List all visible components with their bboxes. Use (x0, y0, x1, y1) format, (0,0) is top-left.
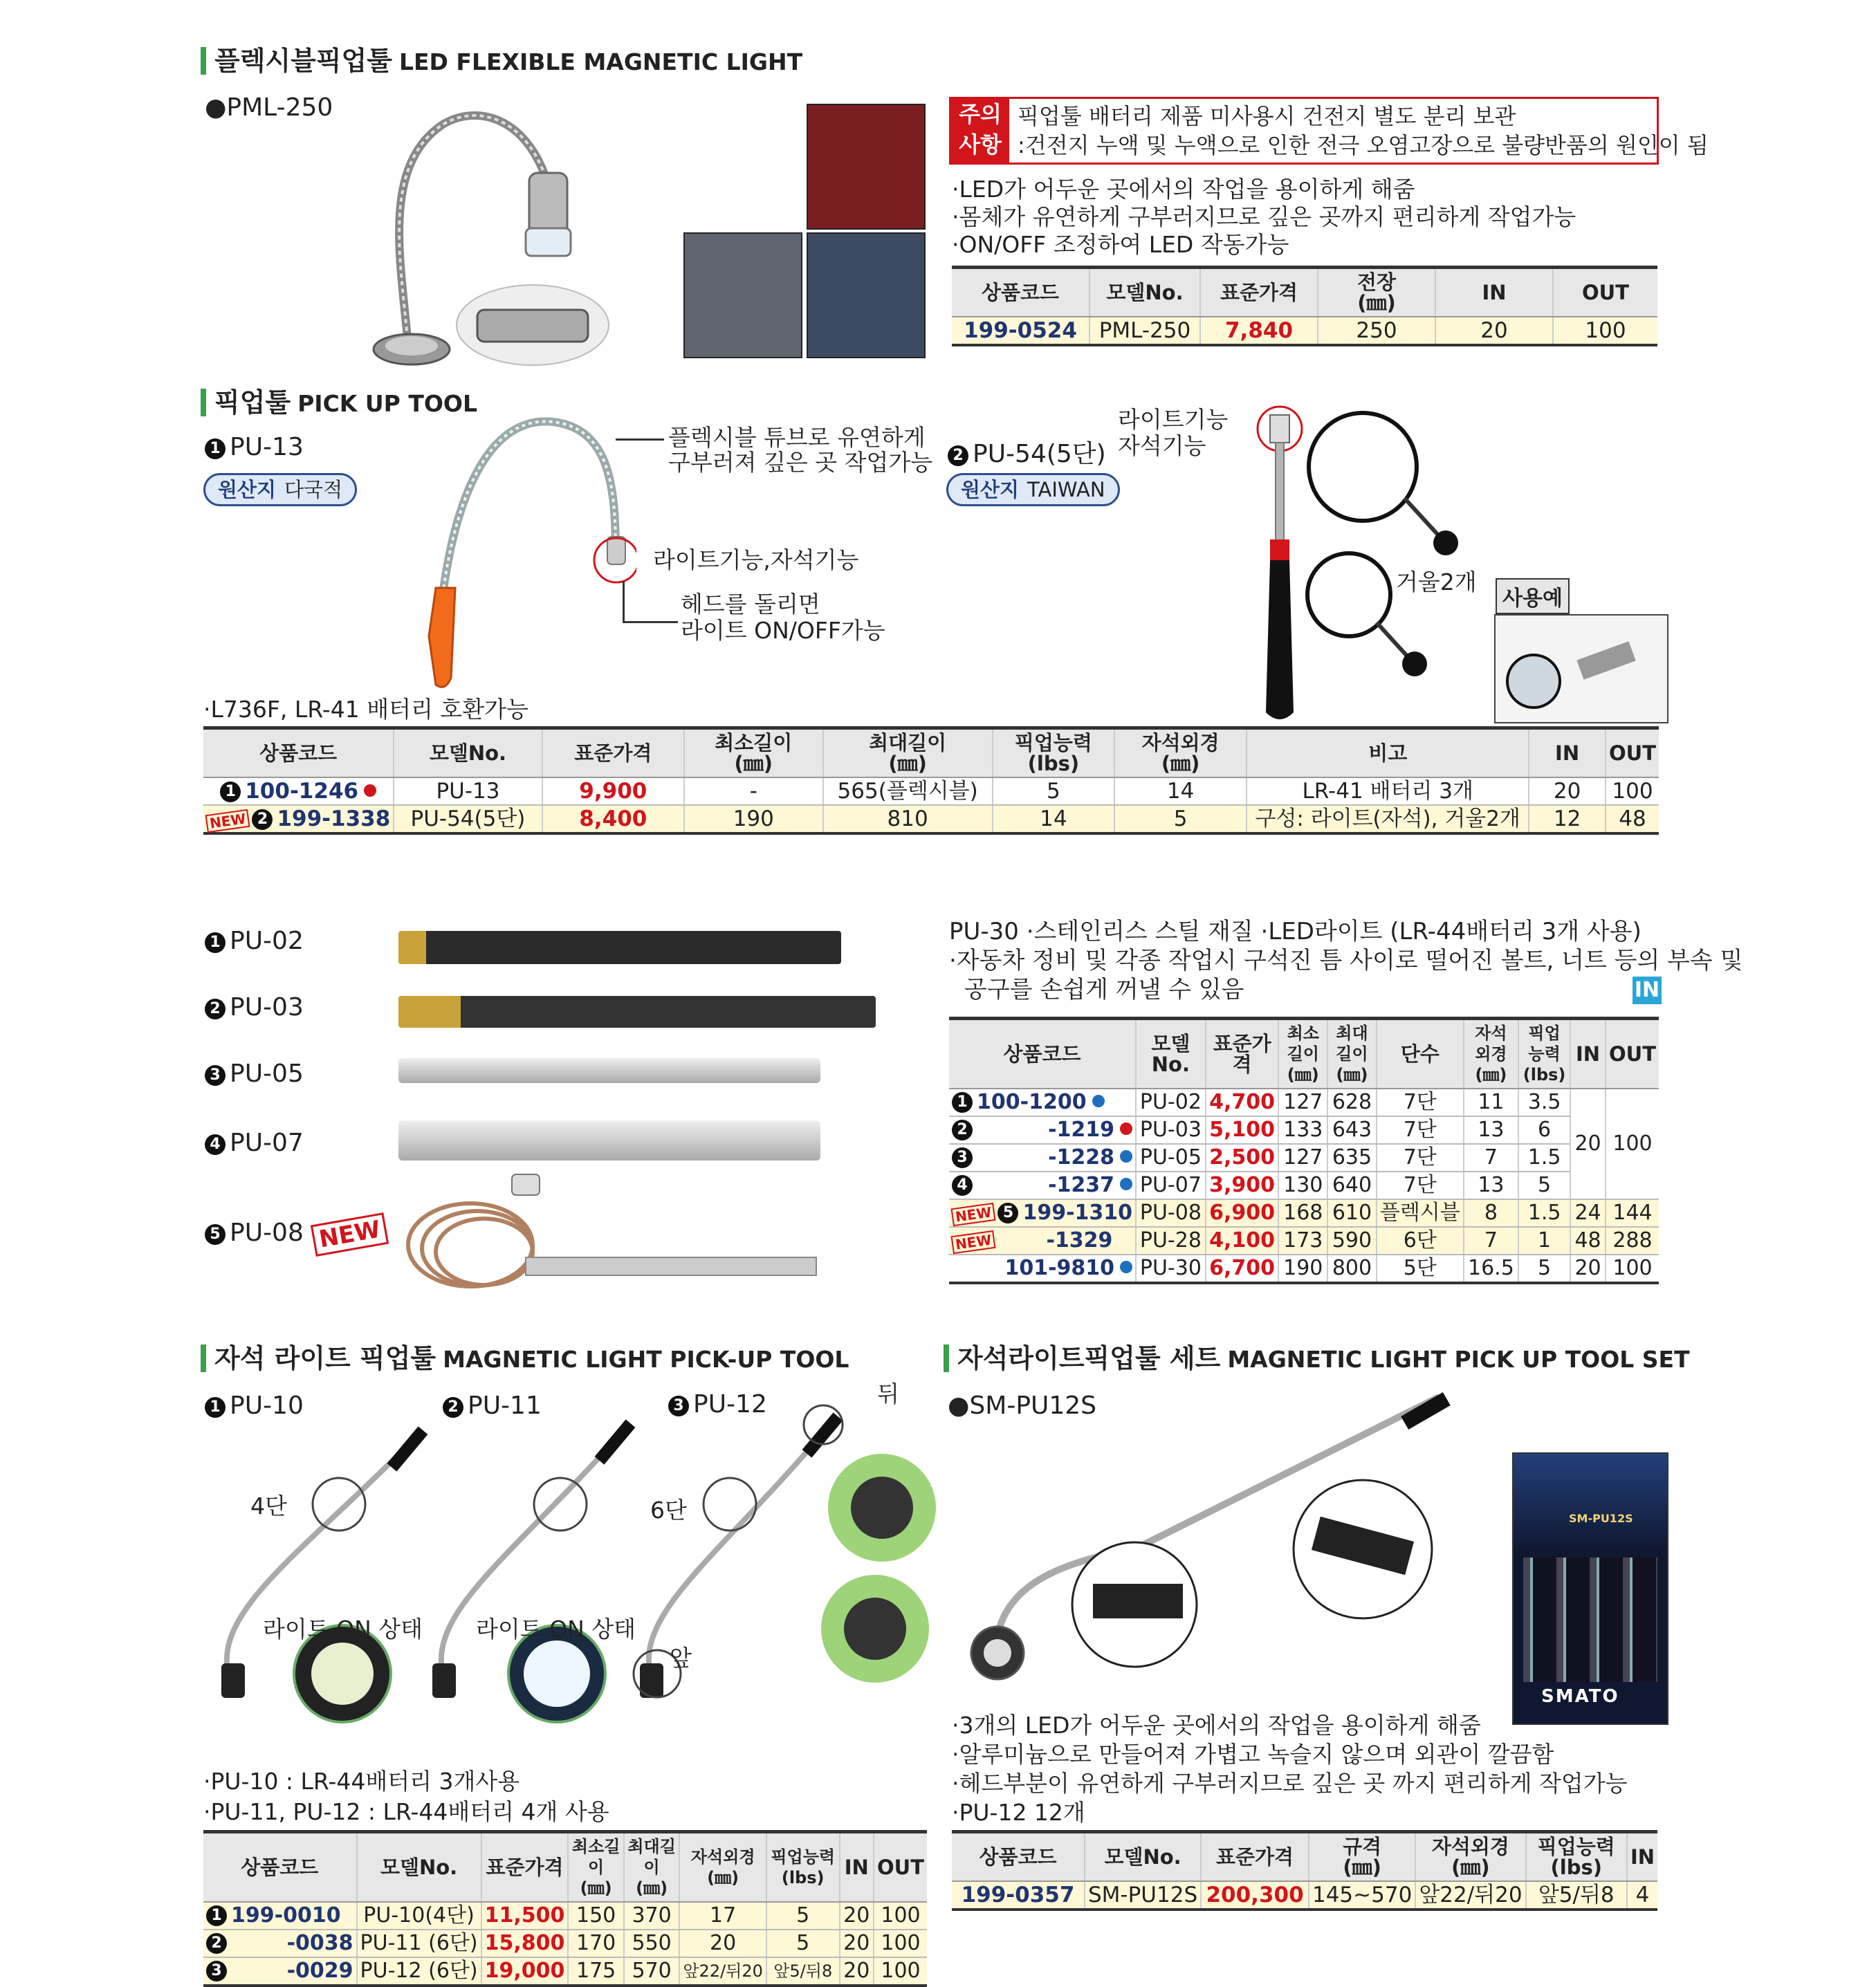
model-pu-54: 2 PU-54(5단) (948, 434, 1106, 470)
model-pml-250: ●PML-250 (205, 93, 333, 122)
callout-tube: 플렉시블 튜브로 유연하게 구부러져 깊은 곳 작업가능 (668, 424, 933, 476)
origin-pu-54: 원산지 TAIWAN (946, 473, 1120, 506)
set-feature-list (952, 1711, 1628, 1827)
section-bar (201, 47, 206, 75)
section-title-magnetic-light: 자석 라이트 픽업툴 MAGNETIC LIGHT PICK-UP TOOL (201, 1343, 849, 1375)
model-pu-11: 2 PU-11 (443, 1392, 542, 1420)
table-row: 2 -0038 PU-11 (6단) 15,800 170 550 20 5 20 100 (203, 1930, 927, 1957)
table-row: NEW 5 199-1310 PU-08 6,900 168 610 플렉시블 8 1.5 24 144 (949, 1199, 1659, 1227)
pen-pu-03 (398, 996, 876, 1028)
pu-13-image (387, 387, 636, 692)
callout-arrow (616, 438, 664, 441)
pu30-desc: PU-30 ·스테인리스 스틸 재질 ·LED라이트 (LR-44배터리 3개 사용) ·자동차 정비 및 각종 작업시 구석진 틈 사이로 떨어진 볼트, 너트 등의 부속 및 공구를 손쉽게 꺼낼 수 있음 (949, 918, 1743, 1004)
caution-box (949, 97, 1709, 165)
feature-item: ·몸체가 유연하게 구부러지므로 깊은 곳까지 편리하게 작업가능 (952, 203, 1576, 230)
spec-table-pml: 상품코드 모델No. 표준가격 전장 (㎜) IN OUT 199-0524 PML-250 7,840 250 20 100 (952, 266, 1657, 346)
usage-photo (1494, 614, 1668, 723)
battery-note: ·L736F, LR-41 배터리 호환가능 (203, 696, 528, 723)
light-on-label: 라이트 ON 상태 (476, 1616, 636, 1643)
photo-usage-2 (683, 232, 802, 358)
callout-mirror: 거울2개 (1396, 569, 1477, 595)
status-dot (1120, 1178, 1132, 1190)
section-title-pickup: 픽업툴 PICK UP TOOL (201, 387, 477, 419)
model-pu-10: 1 PU-10 (205, 1392, 304, 1420)
spec-table-pickup: 상품코드 모델No. 표준가격 최소길이 (㎜) 최대길이 (㎜) 픽업능력 (lbs) 자석외경 (㎜) 비고 IN OUT 1 100-1246 PU-13 9,900 - 565(플렉시블) 5 14 LR-41 배터리 3개 20 100 NEW 2 199-1338 PU-54(5단) 8,400 190 810 14 5 구성: 라이트(자석), 거울2개 12 48 (203, 726, 1659, 835)
feature-item: ·헤드부분이 유연하게 구부러지므로 깊은 곳 까지 편리하게 작업가능 (952, 1770, 1628, 1797)
table-row: 1 100-1246 PU-13 9,900 - 565(플렉시블) 5 14 LR-41 배터리 3개 20 100 (203, 777, 1659, 805)
caution-text: 픽업툴 배터리 제품 미사용시 건전지 별도 분리 보관 :건전지 누액 및 누액으로 인한 전극 오염고장으로 불량반품의 원인이 됨 (1018, 103, 1709, 158)
table-row: 199-0357 SM-PU12S 200,300 145~570 앞22/뒤20 앞5/뒤8 4 (952, 1881, 1657, 1910)
spec-table-pen: 상품코드 모델No. 표준가격 최소길이 (㎜) 최대길이 (㎜) 단수 자석외경 (㎜) 픽업능력 (lbs) IN OUT 1 100-1200 PU-02 4,700 127 628 7단 11 3.5 20 100 2 -1219 PU-03 5,100 133 643 7단 13 6 3 -1228 PU-05 2,500 127 635 7단 7 1.5 4 -1237 PU-07 3,900 130 640 7단 13 5 NEW 5 199-1310 PU-08 6,900 168 610 플렉시블 8 1.5 24 144 NEW -1329 PU-28 4,100 173 590 6단 7 1 48 288 101-9810 PU-30 6,700 190 800 5단 16.5 5 20 100 (949, 1017, 1659, 1284)
label-4-stage: 4단 (250, 1492, 287, 1519)
caution-label: 주의 사항 (951, 99, 1009, 163)
section-bar (201, 389, 206, 416)
light-on-label: 라이트 ON 상태 (263, 1616, 423, 1643)
origin-pu-13: 원산지 다국적 (203, 473, 357, 506)
section-bar (201, 1344, 206, 1372)
set-tool-image (955, 1383, 1480, 1708)
callout-head: 헤드를 돌리면 라이트 ON/OFF가능 (681, 591, 885, 644)
callout-line (623, 581, 625, 622)
feature-item: ·알루미늄으로 만들어져 가볍고 녹슬지 않으며 외관이 깔끔함 (952, 1741, 1554, 1768)
label-6-stage: 6단 (650, 1497, 687, 1524)
model-pu-02: 1 PU-02 (205, 927, 304, 955)
model-pu-13: 1 PU-13 (205, 433, 304, 461)
pen-pu-05 (398, 1058, 820, 1083)
table-row: NEW 2 199-1338 PU-54(5단) 8,400 190 810 14 5 구성: 라이트(자석), 거울2개 12 48 (203, 805, 1659, 833)
feature-item: ·LED가 어두운 곳에서의 작업을 용이하게 해줌 (952, 176, 1415, 203)
status-dot (1120, 1150, 1132, 1163)
status-dot (364, 784, 376, 797)
model-pu-08: 5 PU-08 (205, 1219, 304, 1247)
model-pu-07: 4 PU-07 (205, 1129, 304, 1157)
feature-list (952, 176, 1576, 259)
usage-sketch (1496, 616, 1667, 722)
table-row: 101-9810 PU-30 6,700 190 800 5단 16.5 5 20 100 (949, 1255, 1659, 1283)
box-header (1514, 1454, 1667, 1551)
label-back: 뒤 (877, 1380, 899, 1407)
table-row: 3 -0029 PU-12 (6단) 19,000 175 570 앞22/뒤20 앞5/뒤8 20 100 (203, 1957, 927, 1986)
callout-pu54: 라이트기능 자석기능 (1118, 406, 1229, 459)
box-brand: SMATO (1541, 1686, 1619, 1707)
feature-item: ·ON/OFF 조정하여 LED 작동가능 (952, 231, 1289, 258)
set-display-box (1512, 1452, 1668, 1725)
battery-notes: ·PU-10 : LR-44배터리 3개사용 ·PU-11, PU-12 : LR-44배터리 4개 사용 (203, 1768, 609, 1825)
callout-line (623, 621, 678, 623)
new-badge: NEW (205, 809, 250, 833)
table-row: 1 100-1200 PU-02 4,700 127 628 7단 11 3.5 20 100 (949, 1089, 1659, 1116)
pu-08-image (387, 1169, 830, 1300)
callout-light: 라이트기능,자석기능 (653, 546, 859, 573)
status-dot (1120, 1122, 1132, 1135)
new-badge: NEW (950, 1230, 995, 1254)
model-pu-05: 3 PU-05 (205, 1060, 304, 1088)
table-row: 4 -1237 PU-07 3,900 130 640 7단 13 5 (949, 1172, 1659, 1199)
photo-usage-3 (807, 232, 926, 358)
feature-item: ·3개의 LED가 어두운 곳에서의 작업을 용이하게 해줌 (952, 1712, 1481, 1739)
section-title-set: 자석라이트픽업툴 세트 MAGNETIC LIGHT PICK UP TOOL SET (944, 1343, 1690, 1375)
photo-usage-1 (807, 104, 926, 230)
status-dot (1120, 1261, 1132, 1273)
status-dot (1092, 1095, 1105, 1107)
model-pu-12: 3 PU-12 (668, 1390, 767, 1418)
new-badge: NEW (950, 1203, 995, 1226)
new-badge: NEW (311, 1212, 389, 1257)
model-pu-03: 2 PU-03 (205, 993, 304, 1022)
spec-table-set: 상품코드 모델No. 표준가격 규격 (㎜) 자석외경 (㎜) 픽업능력 (lbs) IN 199-0357 SM-PU12S 200,300 145~570 앞22/뒤20 앞5/뒤8 4 (952, 1830, 1657, 1911)
label-front: 앞 (670, 1645, 692, 1672)
usage-label: 사용예 (1496, 578, 1570, 614)
table-row: 2 -1219 PU-03 5,100 133 643 7단 13 6 (949, 1116, 1659, 1144)
pu-54-image (1245, 401, 1522, 726)
pml-250-image (360, 90, 623, 373)
section-bar (944, 1344, 949, 1372)
magnetic-tools-image (194, 1383, 941, 1743)
spec-table-magnetic: 상품코드 모델No. 표준가격 최소길이 (㎜) 최대길이 (㎜) 자석외경 (㎜) 픽업능력 (lbs) IN OUT 1 199-0010 PU-10(4단) 11,500 150 370 17 5 20 100 2 -0038 PU-11 (6단) 15,800 170 550 20 5 20 100 3 -0029 PU-12 (6단) 19,000 175 570 앞22/뒤20 앞5/뒤8 20 100 (203, 1830, 927, 1987)
box-slots (1523, 1558, 1657, 1682)
table-row: 1 199-0010 PU-10(4단) 11,500 150 370 17 5 20 100 (203, 1902, 927, 1930)
pen-pu-07 (398, 1120, 820, 1161)
pen-pu-02 (398, 931, 841, 964)
box-title: SM-PU12S (1569, 1512, 1633, 1525)
table-row: 3 -1228 PU-05 2,500 127 635 7단 7 1.5 (949, 1144, 1659, 1172)
table-row: 199-0524 PML-250 7,840 250 20 100 (952, 317, 1657, 345)
feature-item: ·PU-12 12개 (952, 1799, 1085, 1826)
model-sm-pu12s: ●SM-PU12S (948, 1392, 1097, 1420)
in-badge: IN (1633, 977, 1662, 1004)
table-row: NEW -1329 PU-28 4,100 173 590 6단 7 1 48 288 (949, 1227, 1659, 1255)
section-title-flexible: 플렉시블픽업툴 LED FLEXIBLE MAGNETIC LIGHT (201, 46, 802, 77)
